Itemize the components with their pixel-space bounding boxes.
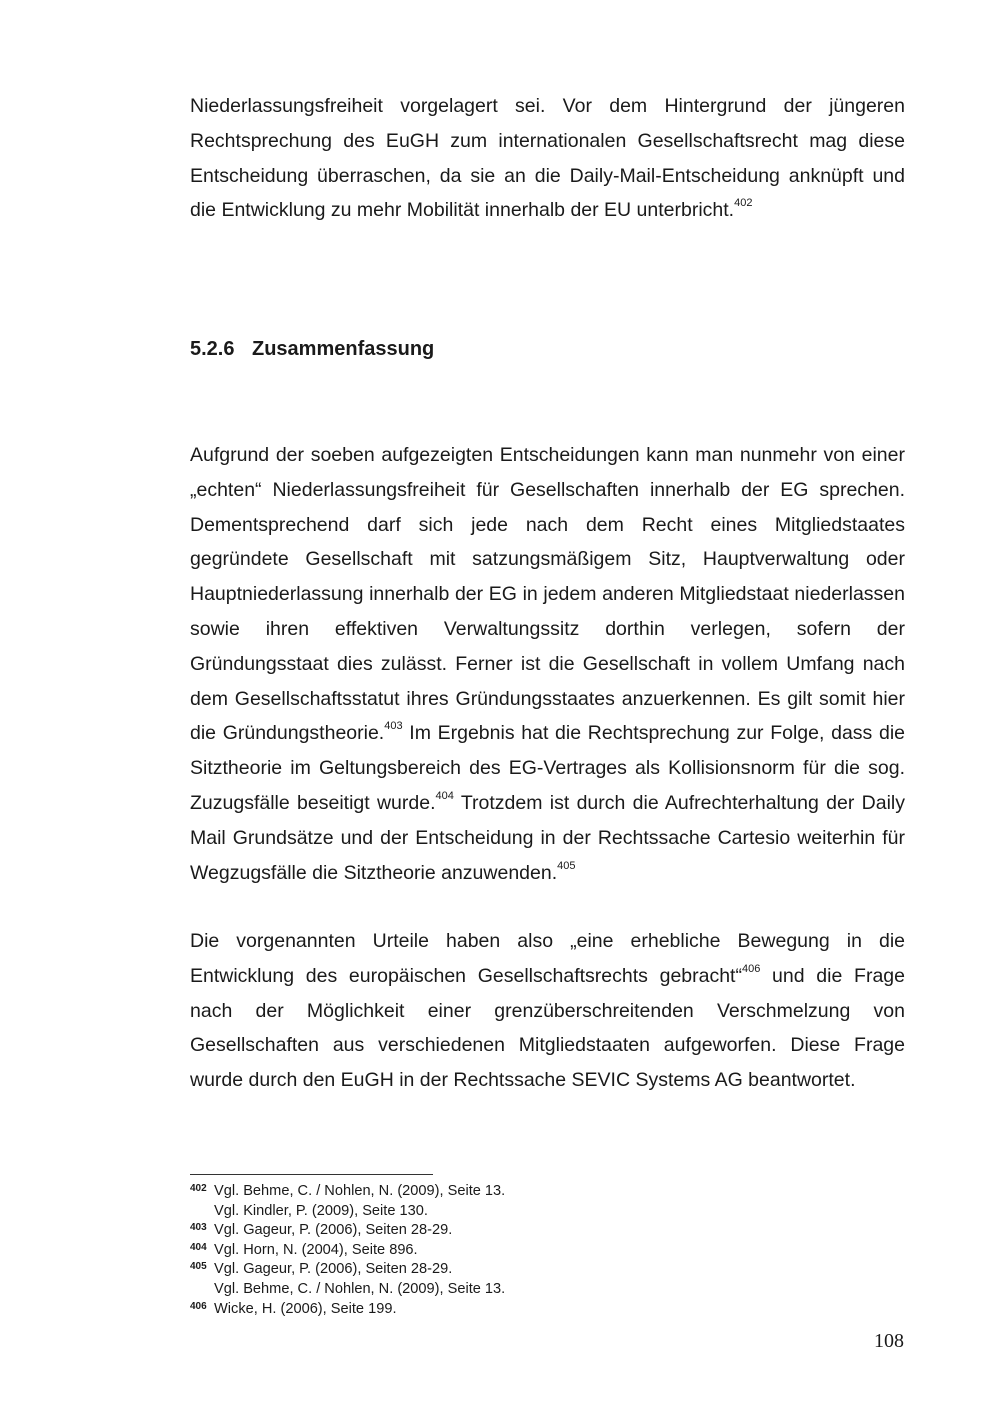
section-title: Zusammenfassung xyxy=(252,338,435,360)
footnote-number: 406 xyxy=(190,1300,207,1312)
footnote-ref-403: 403 xyxy=(384,720,403,733)
footnote-text: Vgl. Kindler, P. (2009), Seite 130. xyxy=(214,1202,428,1219)
second-paragraph-part1: Die vorgenannten Urteile haben also „eine erhebliche Bewegung in die Entwicklung des europäischen Gesellschaftsrechts gebracht“ xyxy=(190,930,905,987)
footnote-number: 402 xyxy=(190,1183,207,1194)
footnote-number: 403 xyxy=(190,1222,207,1234)
second-paragraph-part2: und die Frage nach der Möglichkeit einer grenzüberschreitenden Verschmelzung von Gesellschaften aus verschiedenen Mitgliedstaaten aufgeworfen. Diese Frage wurde durch den EuGH in der Rechtssache SEVIC Systems AG beantwortet. xyxy=(190,964,905,1092)
intro-paragraph xyxy=(190,89,905,228)
footnote-text: Vgl. Behme, C. / Nohlen, N. (2009), Seite 13. xyxy=(214,1183,506,1199)
footnote-ref-402: 402 xyxy=(734,197,753,210)
footnote-number: 404 xyxy=(190,1241,207,1253)
footnote-text: Vgl. Gageur, P. (2006), Seiten 28-29. xyxy=(214,1222,453,1239)
footnote-text: Wicke, H. (2006), Seite 199. xyxy=(214,1300,397,1317)
intro-paragraph-text: Niederlassungsfreiheit vorgelagert sei. Vor dem Hintergrund der jüngeren Rechtsprechung des EuGH zum internationalen Gesellschaftsrecht mag diese Entscheidung überraschen, da sie an die Daily-Mail-Entscheidung anknüpft und die Entwicklung zu mehr Mobilität innerhalb der EU unterbricht. xyxy=(190,95,905,222)
section-number: 5.2.6 xyxy=(190,338,235,360)
footnote xyxy=(190,1202,890,1222)
footnote-ref-404: 404 xyxy=(435,789,454,802)
summary-paragraph xyxy=(190,438,905,890)
page-number: 108 xyxy=(874,1330,904,1352)
footnote xyxy=(190,1280,890,1300)
section-heading xyxy=(190,334,434,364)
footnote-text: Vgl. Behme, C. / Nohlen, N. (2009), Seite 13. xyxy=(214,1280,506,1297)
footnote-divider xyxy=(190,1174,433,1175)
summary-paragraph-part3: Trotzdem ist durch die Aufrechterhaltung der Daily Mail Grundsätze und der Entscheidung in der Rechtssache Cartesio weiterhin für Wegzugsfälle die Sitztheorie anzuwenden. xyxy=(190,791,905,884)
footnote xyxy=(190,1221,890,1241)
footnote-text: Vgl. Horn, N. (2004), Seite 896. xyxy=(214,1241,418,1258)
footnote xyxy=(190,1182,890,1202)
footnote-text: Vgl. Gageur, P. (2006), Seiten 28-29. xyxy=(214,1261,453,1278)
second-paragraph xyxy=(190,924,905,1098)
footnote-number: 405 xyxy=(190,1261,207,1273)
footnote-ref-405: 405 xyxy=(557,859,576,872)
footnote xyxy=(190,1300,890,1320)
footnote xyxy=(190,1241,890,1261)
summary-paragraph-part1: Aufgrund der soeben aufgezeigten Entscheidungen kann man nunmehr von einer „echten“ Niederlassungsfreiheit für Gesellschaften innerhalb der EG sprechen. Dementsprechend darf sich jede nach dem Recht eines Mitgliedstaates gegründete Gesellschaft mit satzungsmäßigem Sitz, Hauptverwaltung oder Hauptniederlassung innerhalb der EG in jedem anderen Mitgliedstaat niederlassen sowie ihren effektiven Verwaltungssitz dorthin verlegen, sofern der Gründungsstaat dies zulässt. Ferner ist die Gesellschaft in vollem Umfang nach dem Gesellschaftsstatut ihres Gründungsstaates anzuerkennen. Es gilt somit hier die Gründungstheorie. xyxy=(190,444,905,745)
footnote-ref-406: 406 xyxy=(741,962,761,975)
footnotes xyxy=(190,1182,890,1319)
summary-paragraph-part2: Im Ergebnis hat die Rechtsprechung zur Folge, dass die Sitztheorie im Geltungsbereich des EG-Vertrages als Kollisionsnorm für die sog. Zuzugsfälle beseitigt wurde. xyxy=(190,722,905,814)
footnote xyxy=(190,1260,890,1280)
